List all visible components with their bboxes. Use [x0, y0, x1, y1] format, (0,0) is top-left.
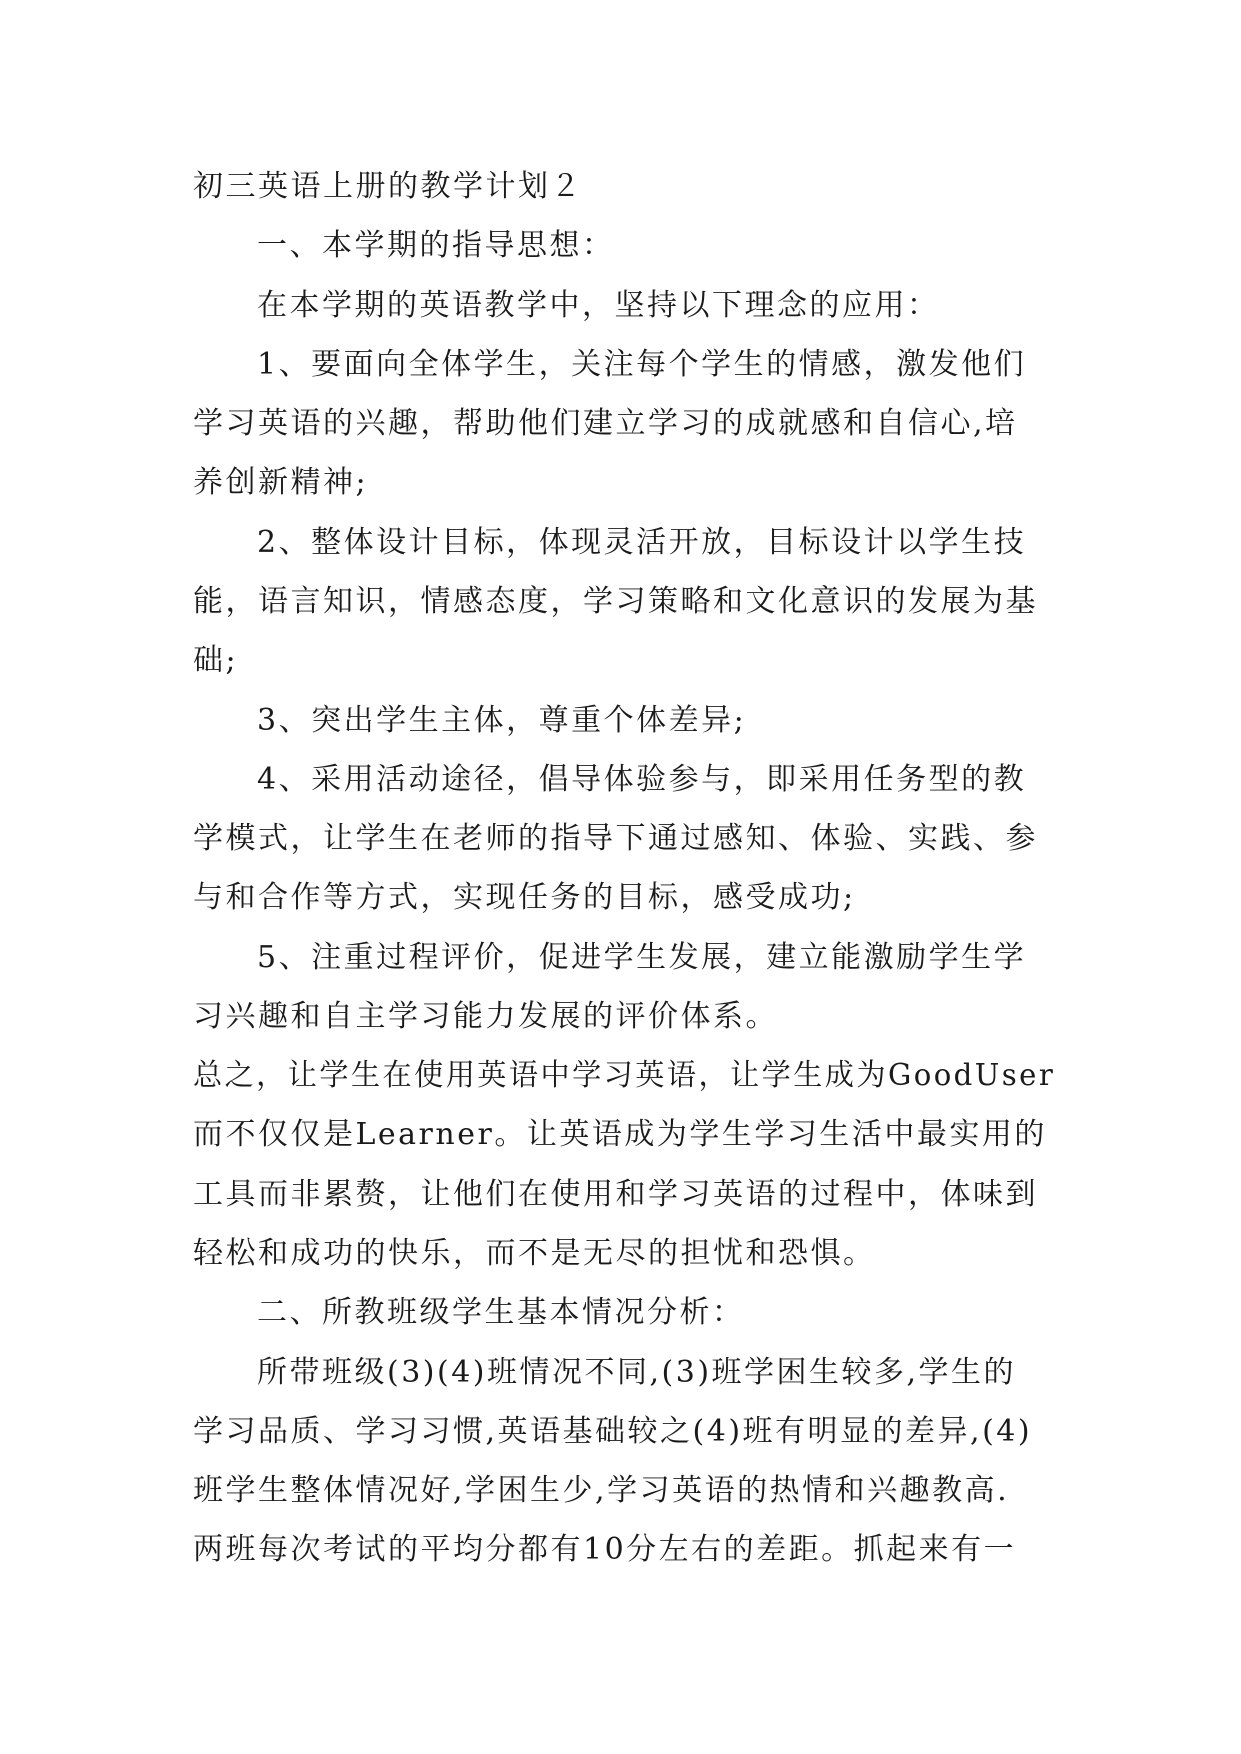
paragraph-line: 总之，让学生在使用英语中学习英语，让学生成为GoodUser — [193, 1058, 1056, 1093]
paragraph-line: 工具而非累赘，让他们在使用和学习英语的过程中，体味到 — [193, 1177, 1038, 1212]
paragraph-line: 2、整体设计目标，体现灵活开放，目标设计以学生技 — [257, 525, 1027, 560]
paragraph-line: 养创新精神; — [193, 465, 369, 500]
paragraph-line: 班学生整体情况好,学困生少,学习英语的热情和兴趣教高. — [193, 1473, 1010, 1508]
paragraph-line: 在本学期的英语教学中，坚持以下理念的应用： — [257, 288, 940, 323]
paragraph-line: 习兴趣和自主学习能力发展的评价体系。 — [193, 999, 778, 1034]
paragraph-line: 学习英语的兴趣，帮助他们建立学习的成就感和自信心,培 — [193, 406, 1018, 441]
paragraph-line: 与和合作等方式，实现任务的目标，感受成功; — [193, 880, 856, 915]
paragraph-line: 两班每次考试的平均分都有10分左右的差距。抓起来有一 — [193, 1532, 1017, 1567]
paragraph-line: 而不仅仅是Learner。让英语成为学生学习生活中最实用的 — [193, 1117, 1047, 1152]
paragraph-line: 学习品质、学习习惯,英语基础较之(4)班有明显的差异,(4) — [193, 1414, 1033, 1449]
paragraph-line: 能，语言知识，情感态度，学习策略和文化意识的发展为基 — [193, 584, 1038, 619]
paragraph-line: 所带班级(3)(4)班情况不同,(3)班学困生较多,学生的 — [257, 1355, 1017, 1390]
paragraph-line: 轻松和成功的快乐，而不是无尽的担忧和恐惧。 — [193, 1236, 876, 1271]
section-heading-guiding-ideology: 一、本学期的指导思想： — [257, 228, 615, 263]
paragraph-line: 1、要面向全体学生，关注每个学生的情感，激发他们 — [257, 347, 1027, 382]
paragraph-line: 础; — [193, 643, 239, 678]
document-title: 初三英语上册的教学计划２ — [193, 169, 583, 204]
paragraph-line: 5、注重过程评价，促进学生发展，建立能激励学生学 — [257, 940, 1027, 975]
paragraph-line: 学模式，让学生在老师的指导下通过感知、体验、实践、参 — [193, 821, 1038, 856]
section-heading-class-analysis: 二、所教班级学生基本情况分析： — [257, 1295, 745, 1330]
paragraph-line: 4、采用活动途径，倡导体验参与，即采用任务型的教 — [257, 762, 1027, 797]
paragraph-line: 3、突出学生主体，尊重个体差异; — [257, 703, 747, 738]
